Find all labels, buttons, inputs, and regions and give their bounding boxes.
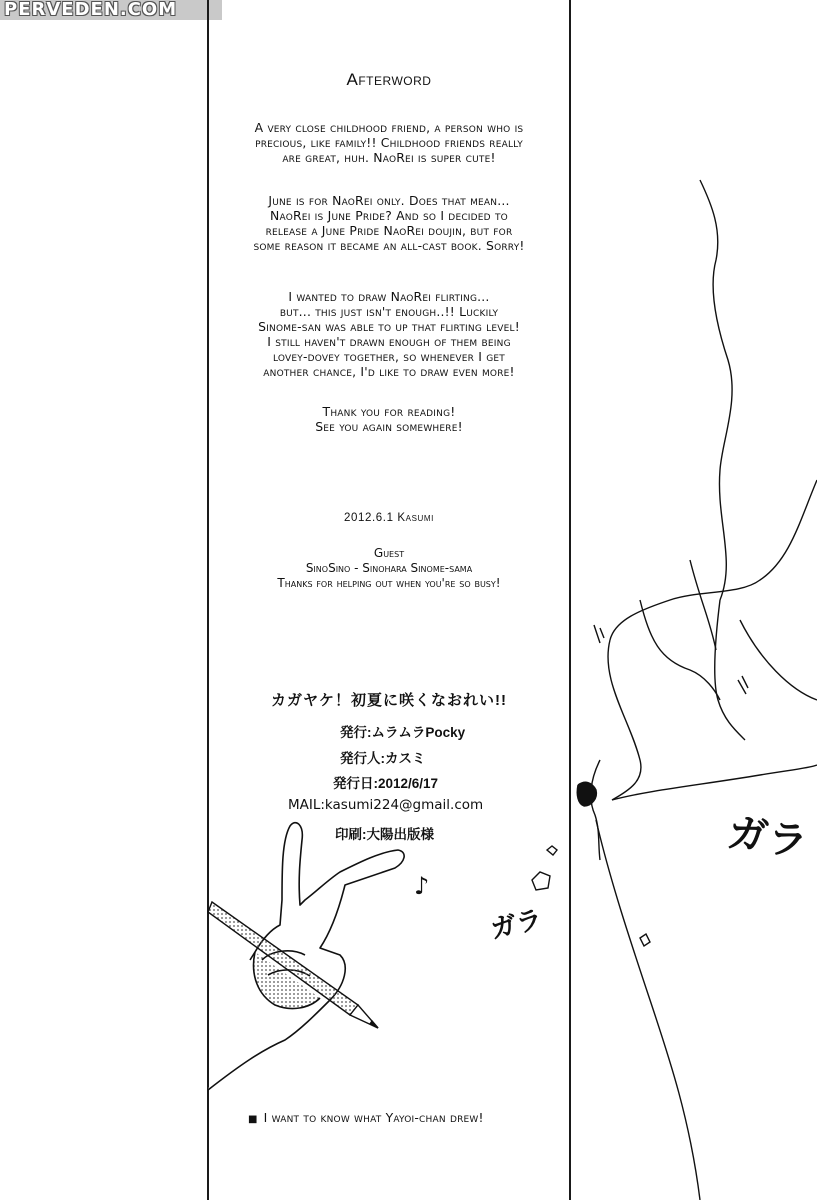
guest-credit: Guest SinoSino - Sinohara Sinome-sama Thanks for helping out when you're so busy!	[277, 546, 501, 590]
mail-line: MAIL:kasumi224@gmail.com	[288, 797, 484, 813]
afterword-paragraph-4: Thank you for reading! See you again somewhere!	[315, 404, 463, 434]
issue-date-line: 発行日:2012/6/17	[333, 776, 439, 791]
hand-v-sign-illustration	[208, 823, 404, 1090]
afterword-date: 2012.6.1 Kasumi	[344, 512, 434, 524]
footnote	[248, 1110, 484, 1125]
afterword-paragraph-3: I wanted to draw NaoRei flirting... but... this just isn't enough..!! Luckily Sinome-san was able to up that flirting level! I still haven't drawn enough of them being lovey-dovey together, so whenever I get another chance, I'd like to draw even more!	[258, 289, 520, 379]
rock-cliff-illustration	[577, 180, 817, 1200]
footnote-square-icon: ■	[248, 1114, 258, 1125]
sfx-gara-large: ガラ	[724, 809, 811, 867]
publisher-line: 発行:ムラムラPocky	[340, 725, 466, 740]
issuer-line: 発行人:カスミ	[340, 751, 426, 766]
afterword-paragraph-2: June is for NaoRei only. Does that mean... NaoRei is June Pride? And so I decided to release a June Pride NaoRei doujin, but for some reason it became an all-cast book. Sorry!	[253, 193, 525, 253]
site-watermark: PERVEDEN.COM	[0, 0, 222, 20]
falling-pebbles	[532, 846, 650, 946]
book-title: カガヤケ！初夏に咲くなおれい!!	[271, 692, 507, 709]
printer-line: 印刷:大陽出版様	[335, 827, 434, 842]
music-note-icon: ♪	[414, 872, 430, 900]
footnote-text: I want to know what Yayoi-chan drew!	[263, 1110, 484, 1125]
afterword-paragraph-1: A very close childhood friend, a person who is precious, like family!! Childhood friends really are great, huh. NaoRei is super cute!	[254, 120, 524, 165]
afterword-heading: Afterword	[346, 70, 432, 89]
sfx-gara-small: ガラ	[487, 904, 546, 946]
